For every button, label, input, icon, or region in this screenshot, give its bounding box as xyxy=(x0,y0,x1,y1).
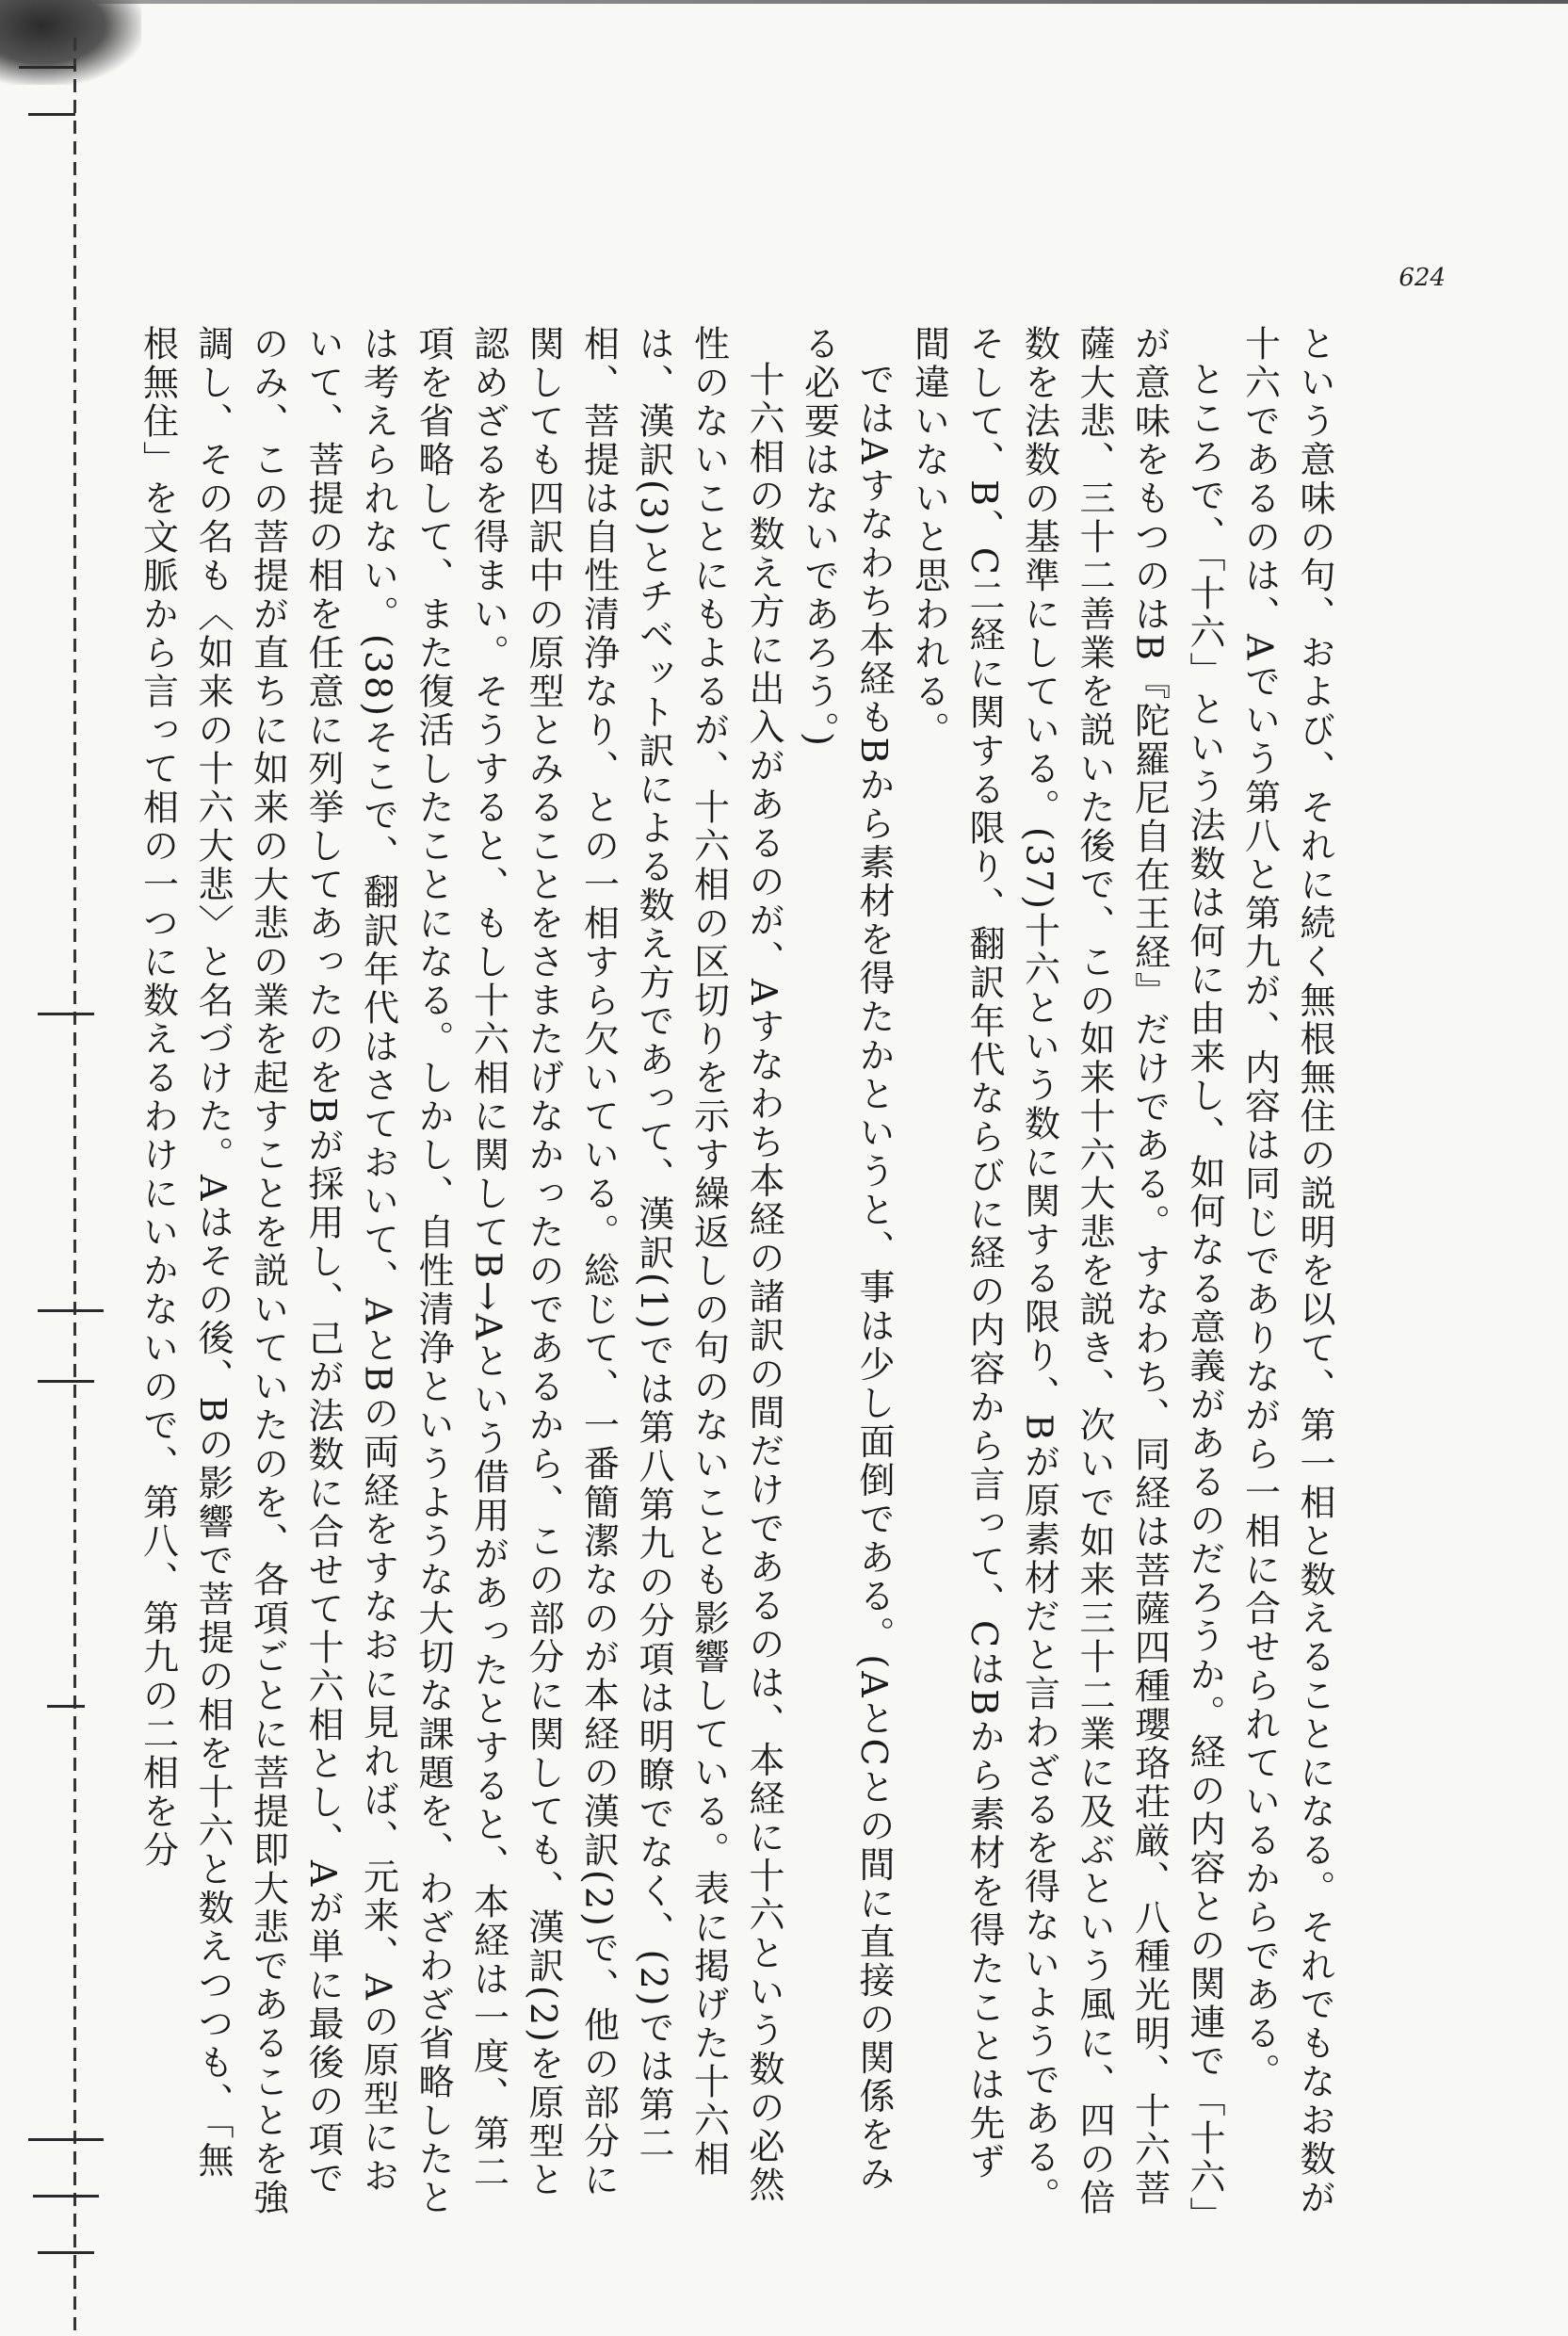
paragraph: ところで、「十六」という法数は何に由来し、如何なる意義があるのだろうか。経の内容との関連で「十六」が意味をもつのはB『陀羅尼自在王経』だけである。すなわち、同経は菩薩四種瓔珞荘厳、八種光明、十六菩薩大悲、三十二善業を説いた後で、この如来十六大悲を説き、次いで如来三十二業に及ぶという風に、四の倍数を法数の基準にしている。(37)十六という数に関する限り、Bが原素材だと言わざるを得ないようである。そして、B、C二経に関する限り、翻訳年代ならびに経の内容から言って、CはBから素材を得たことは先ず間違いないと思われる。 xyxy=(908,325,1225,2217)
body-text xyxy=(80,325,1342,2218)
top-edge-line xyxy=(94,0,1568,4)
paragraph: 十六相の数え方に出入があるのが、Aすなわち本経の諸訳の間だけであるのは、本経に十六という数の必然性のないことにもよるが、十六相の区切りを示す繰返しの句のないことも影響している。表に掲げた十六相は、漢訳(3)とチベット訳による数え方であって、漢訳(1)では第八第九の分項は明瞭でなく、(2)では第二相、菩提は自性清浄なり、との一相すら欠いている。総じて、一番簡潔なのが本経の漢訳(2)で、他の部分に関しても四訳中の原型とみることをさまたげなかったのであるから、この部分に関しても、漢訳(2)を原型と認めざるを得まい。そうすると、もし十六相に関してB→Aという借用があったとすると、本経は一度、第二項を省略して、また復活したことになる。しかし、自性清浄というような大切な課題を、わざわざ省略したとは考えられない。(38)そこで、翻訳年代はさておいて、AとBの両経をすなおに見れば、元来、Aの原型において、菩提の相を任意に列挙してあったのをBが採用し、己が法数に合せて十六相とし、Aが単に最後の項でのみ、この菩提が直ちに如来の大悲の業を起すことを説いていたのを、各項ごとに菩提即大悲であることを強調し、その名も〈如来の十六大悲〉と名づけた。Aはその後、Bの影響で菩提の相を十六と数えつつも、「無根無住」を文脈から言って相の一つに数えるわけにいかないので、第八、第九の二相を分 xyxy=(137,325,784,2217)
binding-mark xyxy=(28,113,75,116)
binding-mark xyxy=(38,2251,94,2254)
binding-mark xyxy=(19,66,75,69)
page-number: 624 xyxy=(1398,264,1446,292)
paragraph: ではAすなわち本経もBから素材を得たかというと、事は少し面倒である。(AとCとの間に直接の関係をみる必要はないであろう。) xyxy=(798,325,895,2194)
binding-shadow xyxy=(0,0,141,85)
binding-mark xyxy=(47,1705,85,1708)
binding-spine-line xyxy=(73,38,76,2336)
paragraph: という意味の句、および、それに続く無根無住の説明を以て、第一相と数えることになる。それでもなお数が十六であるのは、Aでいう第八と第九が、内容は同じでありながら一相に合せられているからである。 xyxy=(1238,325,1335,2217)
